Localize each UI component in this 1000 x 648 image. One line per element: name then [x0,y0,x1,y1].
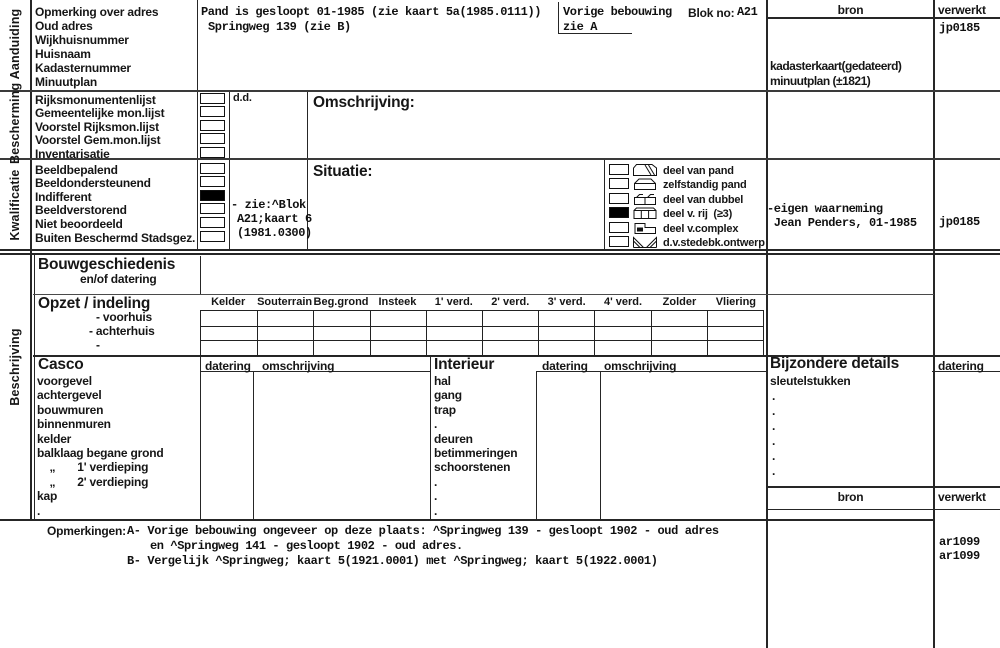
opzet-cell [482,340,538,355]
casco-row-binnenmuren: binnenmuren [37,417,111,431]
typed-adres-note-line1: Pand is gesloopt 01-1985 (zie kaart 5a(1985.0111)) [201,5,542,19]
bron-note-minuutplan: minuutplan (±1821) [770,74,871,88]
bijzondere-row-sleutelstukken: sleutelstukken [770,374,851,388]
typed-vorige-bebouwing: Vorige bebouwing [563,5,672,19]
divider-line [200,356,201,519]
checkbox-niet-beoordeeld[interactable] [200,217,225,228]
section-label-aanduiding: Aanduiding [8,8,22,80]
opzet-cell [257,326,313,341]
checkbox-gemeentelijke-monlijst[interactable] [200,106,225,117]
checkbox-indifferent[interactable] [200,190,225,201]
divider-line [766,0,768,648]
casco-row-dot: . [37,504,41,518]
checkbox-voorstel-gemmonlijst[interactable] [200,133,225,144]
checkbox-deel-v-rij[interactable] [609,207,629,218]
omschrijving-header: Omschrijving: [313,94,415,111]
verwerkt-column-header-2: verwerkt [938,490,986,504]
checkbox-inventarisatie[interactable] [200,147,225,158]
bijzondere-details-header: Bijzondere details [770,355,900,372]
opzet-col-4verd: 4' verd. [604,296,643,308]
field-label-beeldondersteunend: Beeldondersteunend [35,176,151,190]
opzet-col-1verd: 1' verd. [434,296,473,308]
complex-icon [632,221,658,234]
interieur-header: Interieur [434,356,495,373]
divider-line [600,371,601,519]
opzet-col-kelder: Kelder [211,296,246,308]
typed-opmerking-a-line2: en ^Springweg 141 - gesloopt 1902 - oud adres. [150,539,463,553]
casco-row-balklaag-1e-verdieping: „ 1' verdieping [37,460,149,474]
interieur-row-schoorstenen: schoorstenen [434,460,511,474]
opzet-cell [426,340,482,355]
field-label-niet-beoordeeld: Niet beoordeeld [35,217,123,231]
casco-header: Casco [38,356,84,373]
typed-kwalificatie-note-line1: - zie:^Blok [231,198,306,212]
divider-line [767,509,1000,510]
bijzondere-row-dot6: . [772,464,776,478]
situatie-option-deel-van-pand: deel van pand [663,165,734,177]
divider-line [229,91,230,251]
field-label-minuutplan: Minuutplan [35,75,97,89]
interieur-row-betimmeringen: betimmeringen [434,446,518,460]
opzet-grid [200,310,764,356]
opzet-cell [370,326,426,341]
field-label-buiten-beschermd-stadsgez: Buiten Beschermd Stadsgez. [35,231,196,245]
opzet-col-2verd: 2' verd. [491,296,530,308]
casco-row-achtergevel: achtergevel [37,388,102,402]
opzet-cell [426,311,482,326]
opzet-col-3verd: 3' verd. [547,296,586,308]
divider-line [558,2,559,34]
opzet-cell [313,311,369,326]
divider-line [767,17,1000,19]
typed-eigen-waarneming: -eigen waarneming [767,202,883,216]
opzet-col-insteek: Insteek [378,296,417,308]
double-house-icon [632,192,658,205]
opzet-col-beggrond: Beg.grond [313,296,369,308]
divider-line [33,294,934,295]
opzet-cell [370,340,426,355]
checkbox-deel-van-dubbel[interactable] [609,193,629,204]
bouwgeschiedenis-subtitle: en/of datering [80,272,157,286]
checkbox-voorstel-rijksmonlijst[interactable] [200,120,225,131]
blok-no-label: Blok no: [688,6,735,20]
situatie-option-zelfstandig-pand: zelfstandig pand [663,179,747,191]
bouwgeschiedenis-header: Bouwgeschiedenis [38,256,176,273]
interieur-row-trap: trap [434,403,456,417]
divider-line [0,519,935,521]
bijzondere-datering-header: datering [938,359,984,373]
field-label-wijkhuisnummer: Wijkhuisnummer [35,33,129,47]
divider-line [30,0,32,519]
opzet-cell [594,340,650,355]
opzet-col-vliering: Vliering [715,296,757,308]
divider-line [0,158,1000,160]
divider-line [0,90,1000,92]
opzet-cell [370,311,426,326]
divider-line [0,253,1000,255]
casco-datering-header: datering [205,359,251,373]
interieur-row-dot4: . [434,504,438,518]
typed-verwerkt-ar1099-1: ar1099 [939,535,980,549]
interieur-omschrijving-header: omschrijving [604,359,677,373]
verwerkt-column-header: verwerkt [938,3,986,17]
situatie-option-stedebk-ontwerp: d.v.stedebk.ontwerp [663,237,765,249]
divider-line [933,0,935,648]
typed-adres-note-line2: Springweg 139 (zie B) [208,20,351,34]
opzet-cell [201,326,257,341]
opzet-cell [707,311,763,326]
opzet-cell [257,311,313,326]
casco-row-voorgevel: voorgevel [37,374,92,388]
field-label-rijksmonumentenlijst: Rijksmonumentenlijst [35,93,156,107]
opzet-cell [538,311,594,326]
casco-row-kelder: kelder [37,432,72,446]
divider-line [0,249,1000,251]
casco-row-balklaag-begane-grond: balklaag begane grond [37,446,164,460]
casco-row-kap: kap [37,489,58,503]
opzet-cell [482,326,538,341]
typed-blok-no-value: A21 [737,5,758,19]
dd-label: d.d. [233,92,252,104]
opzet-cell [651,326,707,341]
casco-omschrijving-header: omschrijving [262,359,335,373]
house-part-icon [632,163,658,176]
checkbox-deel-van-pand[interactable] [609,164,629,175]
opzet-cell [201,340,257,355]
field-label-gemeentelijke-monlijst: Gemeentelijke mon.lijst [35,106,165,120]
single-house-icon [632,177,658,190]
divider-line [536,371,537,519]
divider-line [767,486,1000,488]
bijzondere-row-dot2: . [772,404,776,418]
opzet-column-headers [200,296,764,308]
section-label-beschrijving: Beschrijving [8,328,22,406]
checkbox-stedebk-ontwerp[interactable] [609,236,629,247]
checkbox-beeldondersteunend[interactable] [200,176,225,187]
typed-verwerkt-code: jp0185 [939,21,980,35]
bron-column-header: bron [837,3,864,17]
bijzondere-row-dot3: . [772,419,776,433]
situatie-header: Situatie: [313,163,373,180]
opzet-cell [426,326,482,341]
opzet-cell [707,326,763,341]
field-label-kadasternummer: Kadasternummer [35,61,131,75]
divider-line [253,371,254,519]
field-label-beeldbepalend: Beeldbepalend [35,163,118,177]
opzet-cell [257,340,313,355]
opzet-cell [313,340,369,355]
situatie-option-deel-van-dubbel: deel van dubbel [663,194,744,206]
opzet-row-achterhuis: - achterhuis [89,324,155,338]
urban-design-icon [632,235,658,248]
typed-verwerkt-ar1099-2: ar1099 [939,549,980,563]
opzet-row-voorhuis: - voorhuis [96,310,153,324]
interieur-row-deuren: deuren [434,432,473,446]
opmerkingen-label: Opmerkingen: [47,524,126,538]
situatie-option-deel-v-rij: deel v. rij (≥3) [663,208,733,220]
divider-line [200,256,201,294]
interieur-row-dot2: . [434,475,438,489]
typed-verwerkt-code-kwalificatie: jp0185 [939,215,980,229]
section-label-kwalificatie: Kwalificatie [8,169,22,241]
typed-waarnemer-naam: Jean Penders, 01-1985 [767,216,917,230]
bijzondere-row-dot1: . [772,389,776,403]
checkbox-rijksmonumentenlijst[interactable] [200,93,225,104]
interieur-row-dot3: . [434,489,438,503]
divider-line [197,0,198,251]
interieur-row-hal: hal [434,374,451,388]
field-label-huisnaam: Huisnaam [35,47,91,61]
opzet-cell [707,340,763,355]
opzet-cell [201,311,257,326]
field-label-voorstel-gemmonlijst: Voorstel Gem.mon.lijst [35,133,161,147]
opzet-row-blank: - [96,338,100,352]
field-label-voorstel-rijksmonlijst: Voorstel Rijksmon.lijst [35,120,159,134]
opzet-col-zolder: Zolder [662,296,697,308]
interieur-row-gang: gang [434,388,462,402]
row-houses-icon [632,206,658,219]
section-label-bescherming: Bescherming [8,82,22,164]
situatie-option-deel-v-complex: deel v.complex [663,223,739,235]
field-label-beeldverstorend: Beeldverstorend [35,203,127,217]
divider-line [430,356,431,519]
interieur-datering-header: datering [542,359,588,373]
opzet-cell [538,340,594,355]
typed-opmerking-a-line1: A- Vorige bebouwing ongeveer op deze plaats: ^Springweg 139 - gesloopt 1902 - oud adres [127,524,719,538]
checkbox-beeldverstorend[interactable] [200,203,225,214]
opzet-cell [538,326,594,341]
bijzondere-row-dot4: . [772,434,776,448]
opzet-cell [594,311,650,326]
checkbox-buiten-beschermd[interactable] [200,231,225,242]
opzet-cell [482,311,538,326]
typed-zie-a: zie A [563,20,598,34]
opzet-cell [651,311,707,326]
bron-column-header-2: bron [837,490,864,504]
field-label-inventarisatie: Inventarisatie [35,147,110,161]
opzet-cell [651,340,707,355]
typed-kwalificatie-note-line3: (1981.0300) [237,226,312,240]
typed-opmerking-b: B- Vergelijk ^Springweg; kaart 5(1921.0001) met ^Springweg; kaart 5(1922.0001) [127,554,658,568]
divider-line [604,160,605,251]
field-label-opmerking-over-adres: Opmerking over adres [35,5,159,19]
casco-row-balklaag-2e-verdieping: „ 2' verdieping [37,475,149,489]
interieur-row-dot1: . [434,417,438,431]
casco-row-bouwmuren: bouwmuren [37,403,104,417]
field-label-oud-adres: Oud adres [35,19,93,33]
bijzondere-row-dot5: . [772,449,776,463]
bron-note-kadasterkaart: kadasterkaart(gedateerd) [770,59,902,73]
checkbox-zelfstandig-pand[interactable] [609,178,629,189]
field-label-indifferent: Indifferent [35,190,92,204]
opzet-cell [313,326,369,341]
opzet-col-souterrain: Souterrain [257,296,313,308]
typed-kwalificatie-note-line2: A21;kaart 6 [237,212,312,226]
opzet-indeling-header: Opzet / indeling [38,295,151,312]
checkbox-beeldbepalend[interactable] [200,163,225,174]
checkbox-deel-v-complex[interactable] [609,222,629,233]
opzet-cell [594,326,650,341]
